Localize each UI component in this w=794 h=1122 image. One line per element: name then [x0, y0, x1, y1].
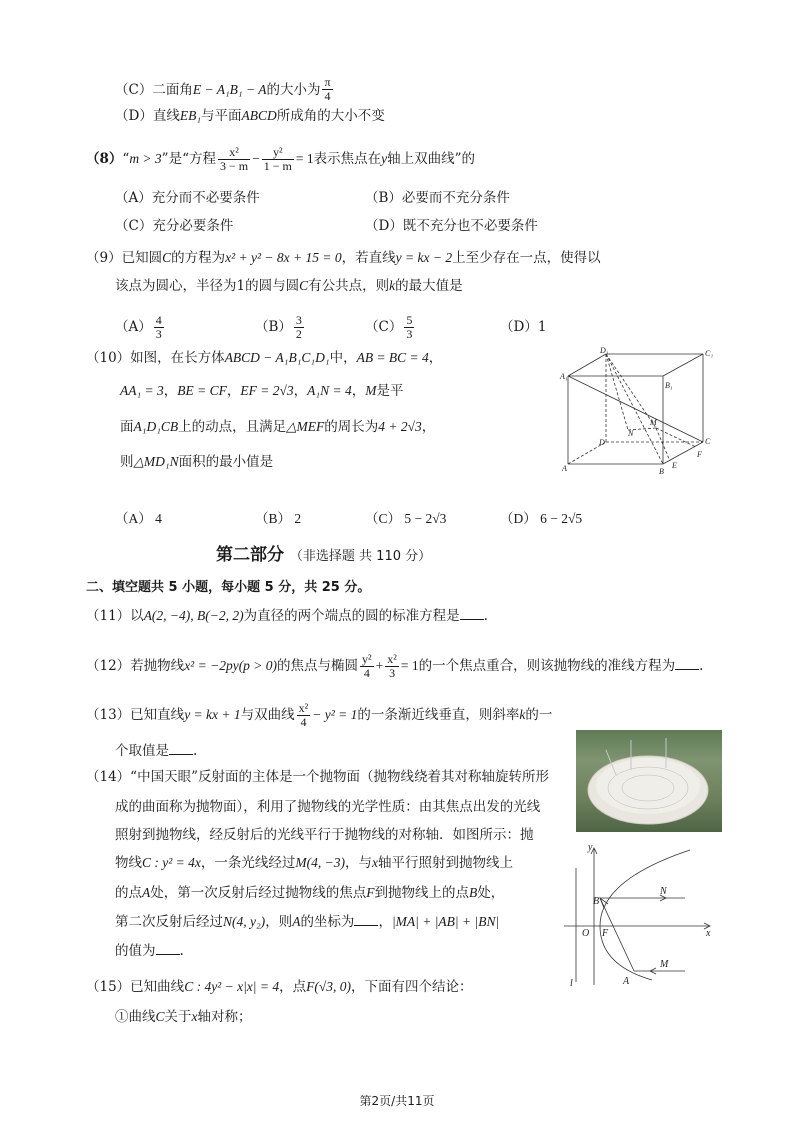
- fig10-label: D₁: [600, 346, 609, 355]
- fig10-label: D: [599, 438, 605, 447]
- fig10-label: C₁: [705, 349, 714, 358]
- q8-option-d[interactable]: （D）既不充分也不必要条件: [365, 218, 538, 234]
- q14-stem-line4: 物线C : y² = 4x，一条光线经过M(4, −3)，与x轴平行照射到抛物线上: [115, 855, 514, 871]
- q14-stem-line1: （14）“中国天眼”反射面的主体是一个抛物面（抛物线绕着其对称轴旋转所形: [86, 769, 549, 785]
- q9-option-c[interactable]: （C） $\frac{5}{3}$: [365, 313, 413, 341]
- q15-stem: （15）已知曲线C : 4y² − x|x| = 4，点F(√3, 0)，下面有四个结论：: [86, 979, 473, 995]
- q8-option-a[interactable]: （A）充分而不必要条件: [115, 190, 260, 206]
- q10-stem-line3: 面A₁D₁CB上的动点，且满足△MEF的周长为4 + 2√3，: [120, 419, 436, 435]
- q7-option-d: （D）直线EB₁与平面ABCD所成角的大小不变: [115, 108, 385, 124]
- q14-stem-line3: 照射到抛物线，经反射后的光线平行于抛物线的对称轴．如图所示：抛: [115, 827, 534, 843]
- fig14-label: l: [570, 978, 573, 989]
- fig14-label: N: [660, 886, 667, 897]
- fig14-label: O: [582, 928, 590, 939]
- fig14-label: B: [593, 896, 600, 907]
- answer-blank[interactable]: [354, 913, 378, 926]
- q9-option-b[interactable]: （B） $\frac{3}{2}$: [255, 313, 302, 341]
- fig10-label: B: [659, 467, 664, 476]
- q10-option-c[interactable]: （C） 5 − 2√3: [365, 511, 447, 526]
- q14-stem-line6: 第二次反射后经过N(4, y₂)，则A的坐标为 ，|MA| + |AB| + |BN|: [115, 914, 500, 930]
- q12-stem: （12）若抛物线x² = −2py(p > 0)的焦点与椭圆 $\frac{\text{y²}}{4}$ + $\frac{\text{x²}}{3}$ = 1的一个焦点重合，则该抛物线的准线方程为 .: [86, 652, 704, 680]
- fig10-label: A₁: [560, 372, 568, 381]
- q9-stem-line2: 该点为圆心，半径为1的圆与圆C有公共点，则k的最大值是: [115, 278, 463, 294]
- page-footer: 第2页/共11页: [359, 1094, 435, 1108]
- fig14-label: M: [660, 959, 669, 970]
- answer-blank[interactable]: [156, 942, 180, 955]
- q8-option-b[interactable]: （B）必要而不充分条件: [365, 190, 510, 206]
- fig14-label: F: [602, 928, 609, 939]
- section-heading: 二、填空题共 5 小题，每小题 5 分，共 25 分。: [86, 580, 371, 595]
- q14-stem-line7: 的值为 .: [115, 943, 184, 959]
- q8-stem: （8）“m > 3”是“方程 $\frac{\text{x²}}{3 - m}$ − $\frac{\text{y²}}{1 - m}$ = 1表示焦点在y轴上双曲线”的: [86, 145, 475, 173]
- answer-blank[interactable]: [675, 657, 699, 670]
- q13-stem-line1: （13）已知直线y = kx + 1与双曲线 $\frac{\text{x²}}{4}$ − y² = 1的一条渐近线垂直，则斜率k的一: [86, 701, 553, 729]
- part-two-heading: 第二部分 （非选择题 共 110 分）: [216, 545, 432, 565]
- fig10-label: B₁: [665, 381, 673, 390]
- q14-stem-line5: 的点A处，第一次反射后经过抛物线的焦点F到抛物线上的点B处，: [115, 885, 505, 901]
- fig10-label: F: [697, 450, 702, 459]
- q14-parabola-figure: [560, 840, 720, 990]
- q11-stem: （11）以A(2, −4), B(−2, 2)为直径的两个端点的圆的标准方程是 .: [86, 608, 488, 624]
- fig10-label: A: [562, 464, 567, 473]
- q10-option-d[interactable]: （D） 6 − 2√5: [500, 511, 583, 526]
- fig14-label: x: [706, 928, 711, 939]
- fig10-label: E: [672, 461, 677, 470]
- q10-stem-line2: AA₁ = 3，BE = CF，EF = 2√3，A₁N = 4，M是平: [120, 383, 404, 399]
- fig14-label: A: [623, 976, 630, 987]
- q7-option-c: （C）二面角E − A₁B₁ − A的大小为 $\frac{\pi}{4}$: [115, 75, 331, 103]
- q8-option-c[interactable]: （C）充分必要条件: [115, 218, 234, 234]
- fig10-label: M: [650, 418, 657, 427]
- q10-stem-line4: 则△MD₁N面积的最小值是: [120, 454, 274, 470]
- fig10-label: N: [628, 429, 634, 438]
- q9-option-a[interactable]: （A） $\frac{4}{3}$: [115, 313, 162, 341]
- answer-blank[interactable]: [460, 607, 484, 620]
- q9-stem-line1: （9）已知圆C的方程为x² + y² − 8x + 15 = 0，若直线y = kx − 2上至少存在一点，使得以: [86, 250, 601, 266]
- answer-blank[interactable]: [169, 742, 193, 755]
- q10-cuboid-figure: [558, 344, 718, 476]
- q10-option-a[interactable]: （A） 4: [115, 511, 162, 526]
- q13-stem-line2: 个取值是 .: [115, 743, 198, 759]
- q15-conclusion-1: ①曲线C关于x轴对称；: [115, 1009, 252, 1025]
- q14-stem-line2: 成的曲面称为抛物面），利用了抛物线的光学性质：由其焦点出发的光线: [115, 799, 541, 815]
- fast-telescope-photo: [576, 730, 722, 832]
- q10-stem-line1: （10）如图，在长方体ABCD − A₁B₁C₁D₁中，AB = BC = 4，: [86, 350, 443, 366]
- q9-option-d[interactable]: （D）1: [500, 319, 547, 335]
- fig14-label: y: [588, 842, 593, 853]
- fig10-label: C: [705, 437, 711, 446]
- q10-option-b[interactable]: （B） 2: [255, 511, 302, 526]
